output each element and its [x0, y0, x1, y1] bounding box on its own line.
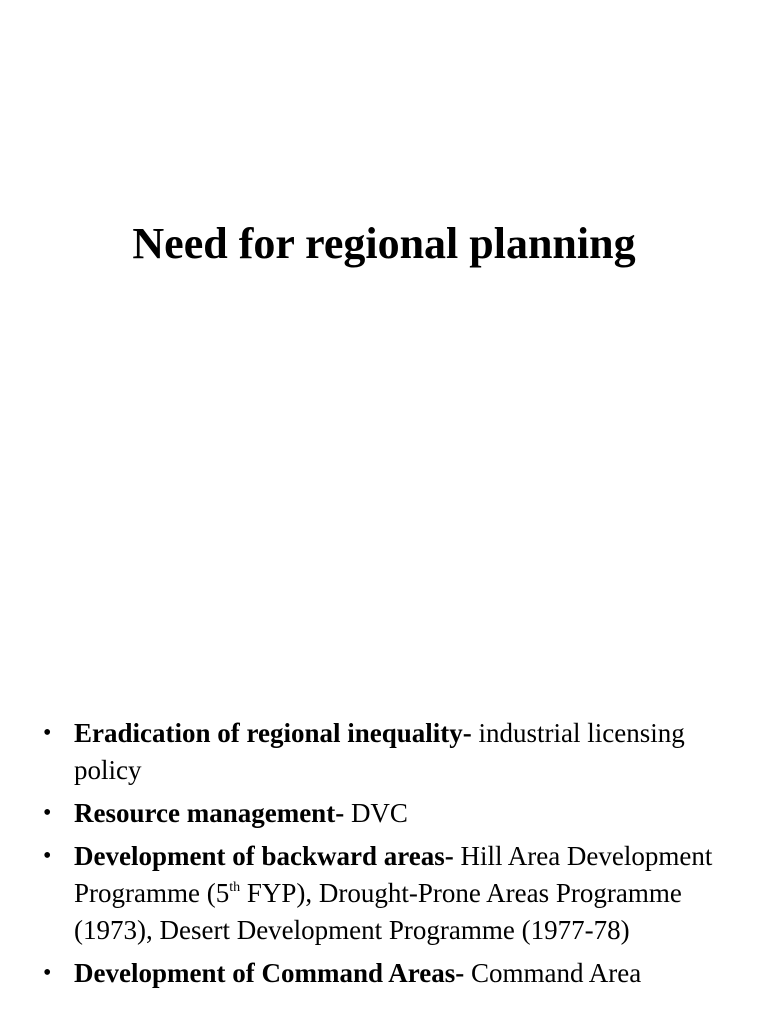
slide-title: Need for regional planning [132, 219, 636, 268]
list-item [0, 955, 768, 992]
bullet-text-continued: FYP), Drought-Prone Areas Programme (1973), Desert Development Programme (1977-78) [74, 878, 682, 945]
bullet-text: Hill Area Development Programme (5 [74, 841, 713, 908]
bullet-term: Eradication of regional inequality- [74, 718, 472, 748]
bullet-text: industrial licensing policy [74, 718, 685, 785]
bullet-term: Development of Command Areas- [74, 958, 465, 988]
bullet-term: Resource management- [74, 798, 345, 828]
list-item [0, 715, 768, 789]
bullet-text: DVC [344, 798, 408, 828]
bullet-dot: • [43, 843, 52, 869]
list-item [0, 795, 768, 832]
bullet-text: Command Area [464, 958, 642, 988]
bullet-dot: • [43, 960, 52, 986]
bullet-list [0, 715, 768, 998]
ordinal-superscript: th [229, 880, 241, 895]
bullet-dot: • [43, 800, 52, 826]
list-item [0, 838, 768, 949]
bullet-dot: • [43, 720, 52, 746]
bullet-term: Development of backward areas- [74, 841, 454, 871]
